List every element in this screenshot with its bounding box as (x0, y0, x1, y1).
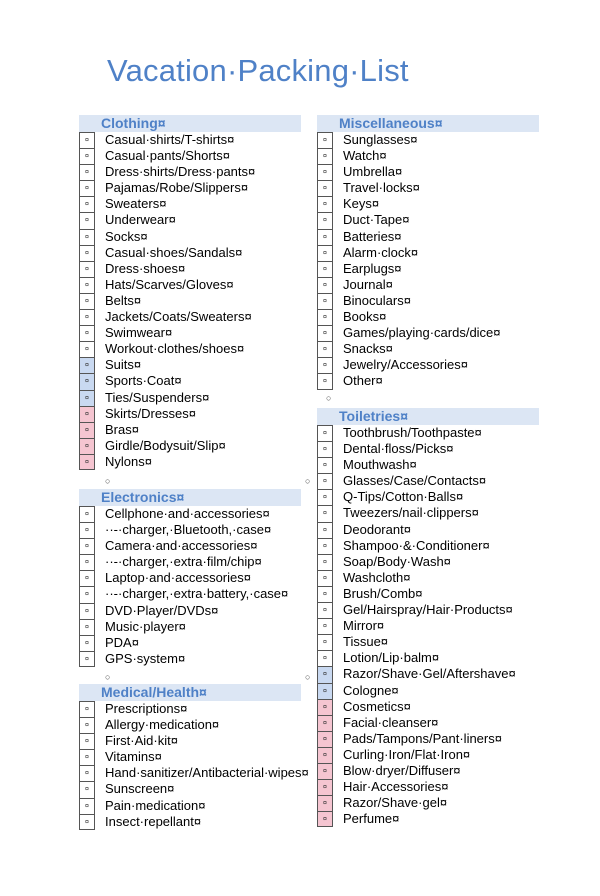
checklist-row (79, 180, 301, 196)
checklist-row (317, 683, 539, 699)
checkbox[interactable]: ¤ (79, 132, 95, 148)
checkbox[interactable]: ¤ (79, 701, 95, 717)
item-label: Watch¤ (343, 148, 387, 164)
checklist-row (317, 505, 539, 521)
item-label: Laptop·and·accessories¤ (105, 570, 251, 586)
checkbox[interactable]: ¤ (317, 538, 333, 554)
item-label: Casual·shoes/Sandals¤ (105, 244, 243, 260)
paragraph-mark: ○ (105, 672, 111, 682)
checkbox[interactable]: ¤ (317, 666, 333, 682)
item-label: Tissue¤ (343, 634, 389, 650)
checkbox[interactable]: ¤ (79, 406, 95, 422)
checkbox[interactable]: ¤ (317, 489, 333, 505)
checkbox[interactable]: ¤ (79, 651, 95, 667)
checklist-row (79, 357, 301, 373)
checklist-row (79, 798, 301, 814)
checkbox[interactable]: ¤ (317, 293, 333, 309)
checkbox[interactable]: ¤ (79, 798, 95, 814)
item-label: Jewelry/Accessories¤ (343, 357, 468, 373)
item-label: Cologne¤ (343, 682, 399, 698)
item-label: First·Aid·kit¤ (105, 733, 178, 749)
item-label: Allergy·medication¤ (105, 717, 220, 733)
item-label: Tweezers/nail·clippers¤ (343, 505, 479, 521)
checkbox[interactable]: ¤ (79, 603, 95, 619)
item-label: Pain·medication¤ (105, 797, 206, 813)
item-label: Other¤ (343, 373, 383, 389)
checklist-row (79, 293, 301, 309)
paragraph-mark: ○ (326, 393, 332, 403)
checkbox[interactable]: ¤ (317, 683, 333, 699)
checklist-row (317, 293, 539, 309)
checklist-row (317, 666, 539, 682)
checklist-row (79, 229, 301, 245)
checklist-row (79, 522, 301, 538)
checklist-row (317, 650, 539, 666)
item-label: Socks¤ (105, 228, 148, 244)
checkbox[interactable]: ¤ (317, 357, 333, 373)
checkbox[interactable]: ¤ (79, 293, 95, 309)
checklist-row (317, 196, 539, 212)
item-label: Workout·clothes/shoes¤ (105, 341, 245, 357)
item-label: Vitamins¤ (105, 749, 162, 765)
checkbox[interactable]: ¤ (79, 554, 95, 570)
checklist-row (79, 341, 301, 357)
checklist-row (317, 373, 539, 389)
item-label: Umbrella¤ (343, 164, 403, 180)
checklist-row (317, 473, 539, 489)
checklist-row (79, 603, 301, 619)
checklist-row (317, 325, 539, 341)
checklist-row (317, 489, 539, 505)
checklist-row (317, 715, 539, 731)
checkbox[interactable]: ¤ (79, 390, 95, 406)
checklist-row (79, 164, 301, 180)
checkbox[interactable]: ¤ (79, 522, 95, 538)
checklist-row (79, 212, 301, 228)
checklist-row (317, 341, 539, 357)
checkbox[interactable]: ¤ (317, 309, 333, 325)
item-label: Nylons¤ (105, 453, 152, 469)
item-label: Jackets/Coats/Sweaters¤ (105, 309, 252, 325)
item-label: Binoculars¤ (343, 292, 411, 308)
section-heading-miscellaneous: Miscellaneous¤ (317, 115, 539, 132)
checkbox[interactable]: ¤ (79, 229, 95, 245)
checkbox[interactable]: ¤ (79, 245, 95, 261)
item-label: Mouthwash¤ (343, 457, 417, 473)
checklist-row (317, 763, 539, 779)
checklist-row (317, 618, 539, 634)
checklist-row (79, 506, 301, 522)
section-clothing (79, 115, 301, 470)
checkbox[interactable]: ¤ (79, 717, 95, 733)
checklist-row (317, 148, 539, 164)
checklist-row (79, 277, 301, 293)
checklist-row (79, 717, 301, 733)
item-label: Dental·floss/Picks¤ (343, 441, 454, 457)
checklist-row (79, 132, 301, 148)
item-label: Cellphone·and·accessories¤ (105, 506, 270, 521)
item-label: Games/playing·cards/dice¤ (343, 325, 501, 341)
item-label: Sunglasses¤ (343, 132, 418, 147)
item-label: Gel/Hairspray/Hair·Products¤ (343, 602, 513, 618)
item-label: ··-·charger,·extra·battery,·case¤ (105, 586, 289, 602)
checkbox[interactable]: ¤ (317, 277, 333, 293)
item-label: DVD·Player/DVDs¤ (105, 602, 219, 618)
item-label: Soap/Body·Wash¤ (343, 553, 451, 569)
checklist-row (317, 357, 539, 373)
checklist-row (317, 586, 539, 602)
item-label: Sports·Coat¤ (105, 373, 182, 389)
item-label: Books¤ (343, 309, 387, 325)
checkbox[interactable]: ¤ (79, 309, 95, 325)
checkbox[interactable]: ¤ (79, 148, 95, 164)
checkbox[interactable]: ¤ (79, 619, 95, 635)
checkbox[interactable]: ¤ (317, 373, 333, 389)
item-label: Casual·pants/Shorts¤ (105, 148, 231, 164)
checkbox[interactable]: ¤ (317, 505, 333, 521)
checkbox[interactable]: ¤ (317, 811, 333, 827)
item-label: Curling·Iron/Flat·Iron¤ (343, 746, 471, 762)
checklist-row (79, 635, 301, 651)
checklist-row (317, 795, 539, 811)
checkbox[interactable]: ¤ (317, 261, 333, 277)
checklist-row (79, 422, 301, 438)
checkbox[interactable]: ¤ (317, 618, 333, 634)
checkbox[interactable]: ¤ (79, 570, 95, 586)
checklist-row (79, 309, 301, 325)
checkbox[interactable]: ¤ (317, 779, 333, 795)
item-label: Perfume¤ (343, 811, 400, 827)
checkbox[interactable]: ¤ (317, 341, 333, 357)
checklist-row (79, 651, 301, 667)
item-label: Music·player¤ (105, 618, 186, 634)
checkbox[interactable]: ¤ (79, 357, 95, 373)
checklist-row (79, 406, 301, 422)
checklist-row (317, 245, 539, 261)
paragraph-mark: ○ (105, 476, 111, 486)
section-heading-medical: Medical/Health¤ (79, 684, 301, 701)
checkbox[interactable]: ¤ (79, 422, 95, 438)
paragraph-mark: ○ (305, 672, 311, 682)
checkbox[interactable]: ¤ (317, 425, 333, 441)
checkbox[interactable]: ¤ (317, 763, 333, 779)
checklist-row (317, 747, 539, 763)
checklist-row (79, 454, 301, 470)
checkbox[interactable]: ¤ (317, 522, 333, 538)
checkbox[interactable]: ¤ (79, 212, 95, 228)
checkbox[interactable]: ¤ (317, 731, 333, 747)
item-label: Blow·dryer/Diffuser¤ (343, 762, 461, 778)
checklist-row (317, 779, 539, 795)
checklist-row (79, 245, 301, 261)
checklist-row (317, 212, 539, 228)
item-label: Dress·shoes¤ (105, 260, 186, 276)
checklist-row (317, 164, 539, 180)
checklist-row (79, 390, 301, 406)
checkbox[interactable]: ¤ (317, 473, 333, 489)
item-label: Sweaters¤ (105, 196, 167, 212)
checkbox[interactable]: ¤ (79, 196, 95, 212)
item-label: Brush/Comb¤ (343, 585, 423, 601)
section-heading-clothing: Clothing¤ (79, 115, 301, 132)
checklist-row (79, 261, 301, 277)
item-label: Pads/Tampons/Pant·liners¤ (343, 730, 502, 746)
item-label: ··-·charger,·Bluetooth,·case¤ (105, 522, 272, 538)
checkbox[interactable]: ¤ (79, 438, 95, 454)
section-toiletries (317, 408, 539, 827)
item-label: Snacks¤ (343, 341, 393, 357)
item-label: GPS·system¤ (105, 650, 186, 666)
checkbox[interactable]: ¤ (79, 180, 95, 196)
checkbox[interactable]: ¤ (79, 277, 95, 293)
checkbox[interactable]: ¤ (317, 634, 333, 650)
checklist-row (317, 522, 539, 538)
item-label: Alarm·clock¤ (343, 244, 419, 260)
item-label: Toothbrush/Toothpaste¤ (343, 425, 482, 440)
item-label: Mirror¤ (343, 618, 385, 634)
item-label: Insect·repellant¤ (105, 813, 202, 829)
checkbox[interactable]: ¤ (317, 196, 333, 212)
checkbox[interactable]: ¤ (79, 814, 95, 830)
item-label: Ties/Suspenders¤ (105, 389, 210, 405)
checkbox[interactable]: ¤ (79, 454, 95, 470)
item-label: Razor/Shave·gel¤ (343, 795, 448, 811)
item-label: Travel·locks¤ (343, 180, 420, 196)
checklist-row (79, 749, 301, 765)
checkbox[interactable]: ¤ (317, 699, 333, 715)
item-label: Hats/Scarves/Gloves¤ (105, 276, 234, 292)
paragraph-mark: ○ (305, 476, 311, 486)
section-miscellaneous (317, 115, 539, 390)
checkbox[interactable]: ¤ (79, 538, 95, 554)
checkbox[interactable]: ¤ (317, 747, 333, 763)
checklist-row (317, 634, 539, 650)
checklist-row (317, 425, 539, 441)
item-label: Girdle/Bodysuit/Slip¤ (105, 437, 226, 453)
checkbox[interactable]: ¤ (317, 212, 333, 228)
checklist-row (317, 554, 539, 570)
checklist-row (317, 811, 539, 827)
checkbox[interactable]: ¤ (317, 570, 333, 586)
checklist-row (317, 731, 539, 747)
checkbox[interactable]: ¤ (317, 164, 333, 180)
checklist-row (79, 538, 301, 554)
checkbox[interactable]: ¤ (317, 795, 333, 811)
item-label: Skirts/Dresses¤ (105, 405, 197, 421)
checkbox[interactable]: ¤ (79, 325, 95, 341)
checklist-row (79, 619, 301, 635)
item-label: Keys¤ (343, 196, 380, 212)
checklist-row (79, 781, 301, 797)
item-label: Belts¤ (105, 292, 142, 308)
item-label: Deodorant¤ (343, 521, 411, 537)
checklist-row (79, 586, 301, 602)
checklist-row (79, 733, 301, 749)
checkbox[interactable]: ¤ (317, 148, 333, 164)
section-heading-electronics: Electronics¤ (79, 489, 301, 506)
section-medical (79, 684, 309, 830)
checkbox[interactable]: ¤ (317, 229, 333, 245)
page-title: Vacation·Packing·List (107, 53, 409, 88)
checkbox[interactable]: ¤ (79, 373, 95, 389)
item-label: Camera·and·accessories¤ (105, 538, 258, 554)
checklist-row (79, 148, 301, 164)
checklist-row (79, 196, 301, 212)
checklist-row (79, 438, 301, 454)
checkbox[interactable]: ¤ (317, 325, 333, 341)
checklist-row (317, 132, 539, 148)
item-label: PDA¤ (105, 634, 139, 650)
checkbox[interactable]: ¤ (79, 635, 95, 651)
checklist-row (317, 309, 539, 325)
item-label: Shampoo·&·Conditioner¤ (343, 537, 490, 553)
checklist-row (317, 229, 539, 245)
checkbox[interactable]: ¤ (79, 749, 95, 765)
item-label: Sunscreen¤ (105, 781, 175, 797)
checkbox[interactable]: ¤ (79, 586, 95, 602)
checklist-row (317, 261, 539, 277)
section-heading-toiletries: Toiletries¤ (317, 408, 539, 425)
checklist-row (79, 373, 301, 389)
checklist-row (79, 765, 309, 781)
checkbox[interactable]: ¤ (317, 441, 333, 457)
item-label: Underwear¤ (105, 212, 176, 228)
checklist-row (79, 570, 301, 586)
item-label: Bras¤ (105, 421, 139, 437)
item-label: Dress·shirts/Dress·pants¤ (105, 164, 256, 180)
section-electronics (79, 489, 301, 667)
item-label: Washcloth¤ (343, 569, 411, 585)
item-label: ··-·charger,·extra·film/chip¤ (105, 554, 262, 570)
checkbox[interactable]: ¤ (79, 765, 95, 781)
checklist-row (317, 277, 539, 293)
item-label: Q-Tips/Cotton·Balls¤ (343, 489, 464, 505)
checkbox[interactable]: ¤ (79, 341, 95, 357)
checkbox[interactable]: ¤ (79, 164, 95, 180)
checklist-row (79, 325, 301, 341)
checkbox[interactable]: ¤ (317, 650, 333, 666)
item-label: Batteries¤ (343, 228, 402, 244)
checkbox[interactable]: ¤ (317, 554, 333, 570)
item-label: Swimwear¤ (105, 325, 173, 341)
checklist-row (317, 602, 539, 618)
checkbox[interactable]: ¤ (317, 457, 333, 473)
item-label: Earplugs¤ (343, 260, 402, 276)
item-label: Duct·Tape¤ (343, 212, 410, 228)
checklist-row (317, 180, 539, 196)
item-label: Suits¤ (105, 357, 142, 373)
checkbox[interactable]: ¤ (79, 506, 95, 522)
checklist-row (317, 457, 539, 473)
checklist-row (79, 814, 301, 830)
item-label: Razor/Shave·Gel/Aftershave¤ (343, 666, 516, 682)
item-label: Pajamas/Robe/Slippers¤ (105, 180, 249, 196)
item-label: Casual·shirts/T-shirts¤ (105, 132, 235, 147)
item-label: Prescriptions¤ (105, 701, 188, 716)
item-label: Hand·sanitizer/Antibacterial·wipes¤ (105, 765, 309, 781)
checkbox[interactable]: ¤ (317, 586, 333, 602)
checklist-row (79, 554, 301, 570)
item-label: Facial·cleanser¤ (343, 714, 439, 730)
checkbox[interactable]: ¤ (317, 180, 333, 196)
checklist-row (317, 570, 539, 586)
checklist-row (317, 441, 539, 457)
checkbox[interactable]: ¤ (317, 245, 333, 261)
item-label: Cosmetics¤ (343, 698, 411, 714)
checkbox[interactable]: ¤ (317, 715, 333, 731)
checkbox[interactable]: ¤ (79, 781, 95, 797)
checkbox[interactable]: ¤ (317, 132, 333, 148)
checklist-row (317, 699, 539, 715)
checkbox[interactable]: ¤ (317, 602, 333, 618)
checklist-row (79, 701, 301, 717)
item-label: Hair·Accessories¤ (343, 779, 449, 795)
item-label: Lotion/Lip·balm¤ (343, 650, 440, 666)
checkbox[interactable]: ¤ (79, 261, 95, 277)
item-label: Glasses/Case/Contacts¤ (343, 473, 487, 489)
checklist-row (317, 538, 539, 554)
checkbox[interactable]: ¤ (79, 733, 95, 749)
item-label: Journal¤ (343, 276, 393, 292)
